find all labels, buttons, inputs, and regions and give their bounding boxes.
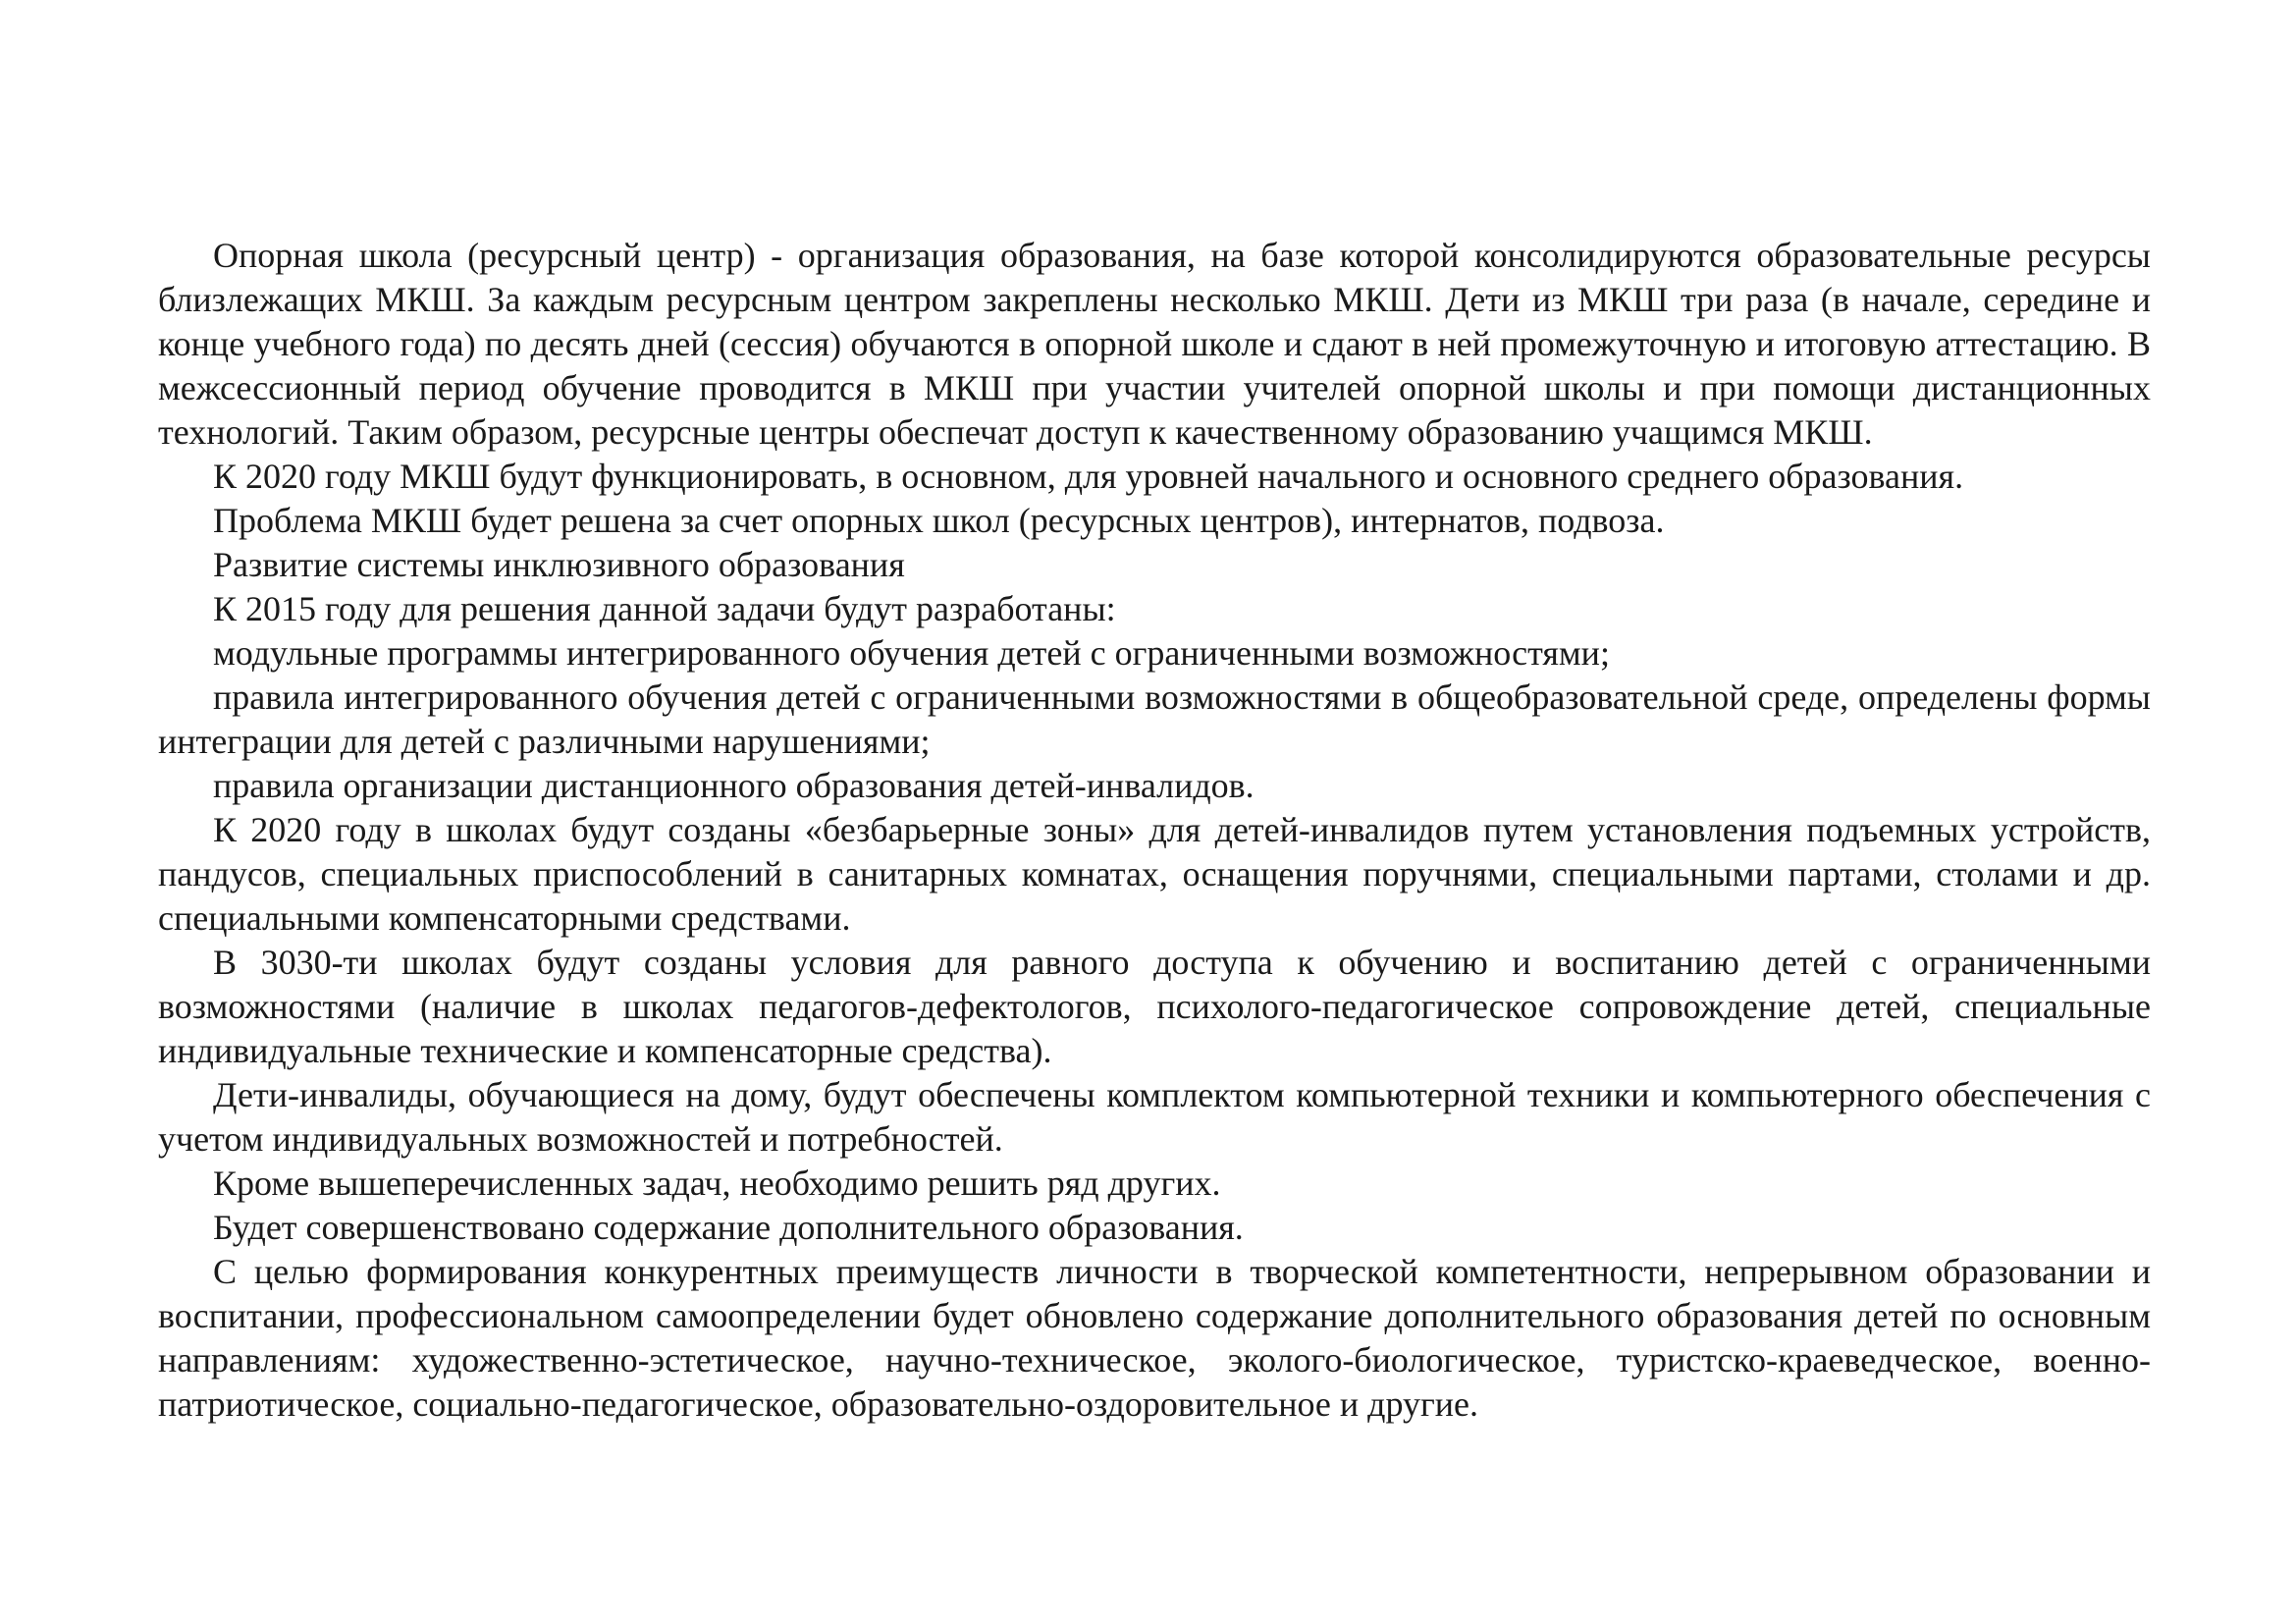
paragraph-home-learning: Дети-инвалиды, обучающиеся на дому, будут обеспечены комплектом компьютерной техники и компьютерного обеспечения с учетом индивидуальных возможностей и потребностей. bbox=[158, 1075, 2151, 1159]
paragraph-barrier-free: К 2020 году в школах будут созданы «безбарьерные зоны» для детей-инвалидов путем установления подъемных устройств, пандусов, специальных приспособлений в санитарных комнатах, оснащения поручнями, специальными партами, столами и др. специальными компенсаторными средствами. bbox=[158, 810, 2151, 938]
paragraph-2015-plans: К 2015 году для решения данной задачи будут разработаны: bbox=[213, 589, 1116, 628]
paragraph-additional-education: Будет совершенствовано содержание дополнительного образования. bbox=[213, 1208, 1244, 1247]
paragraph-inclusive-heading: Развитие системы инклюзивного образования bbox=[213, 545, 905, 584]
paragraph-distance-rules: правила организации дистанционного образования детей-инвалидов. bbox=[213, 766, 1255, 805]
paragraph-support-school: Опорная школа (ресурсный центр) - организация образования, на базе которой консолидируются образовательные ресурсы близлежащих МКШ. За каждым ресурсным центром закреплены несколько МКШ. Дети из МКШ три раза (в начале, середине и конце учебного года) по десять дней (сессия) обучаются в опорной школе и сдают в ней промежуточную и итоговую аттестацию. В межсессионный период обучение проводится в МКШ при участии учителей опорной школы и при помощи дистанционных технологий. Таким образом, ресурсные центры обеспечат доступ к качественному образованию учащимся МКШ. bbox=[158, 236, 2151, 452]
paragraph-other-tasks: Кроме вышеперечисленных задач, необходимо решить ряд других. bbox=[213, 1163, 1221, 1203]
paragraph-competitive-advantages: С целью формирования конкурентных преимуществ личности в творческой компетентности, непрерывном образовании и воспитании, профессиональном самоопределении будет обновлено содержание дополнительного образования детей по основным направлениям: художественно-эстетическое, научно-техническое, эколого-биологическое, туристско-краеведческое, военно-патриотическое, социально-педагогическое, образовательно-оздоровительное и другие. bbox=[158, 1252, 2151, 1424]
paragraph-modular-programs: модульные программы интегрированного обучения детей с ограниченными возможностями; bbox=[213, 633, 1610, 673]
paragraph-2020-mksh: К 2020 году МКШ будут функционировать, в основном, для уровней начального и основного среднего образования. bbox=[213, 457, 1964, 496]
paragraph-equal-access: В 3030-ти школах будут созданы условия для равного доступа к обучению и воспитанию детей с ограниченными возможностями (наличие в школах педагогов-дефектологов, психолого-педагогическое сопровождение детей, специальные индивидуальные технические и компенсаторные средства). bbox=[158, 943, 2151, 1070]
paragraph-mksh-problem: Проблема МКШ будет решена за счет опорных школ (ресурсных центров), интернатов, подвоза. bbox=[213, 501, 1665, 540]
paragraph-integration-rules: правила интегрированного обучения детей с ограниченными возможностями в общеобразовательной среде, определены формы интеграции для детей с различными нарушениями; bbox=[158, 677, 2151, 761]
document-body bbox=[158, 234, 2151, 1427]
